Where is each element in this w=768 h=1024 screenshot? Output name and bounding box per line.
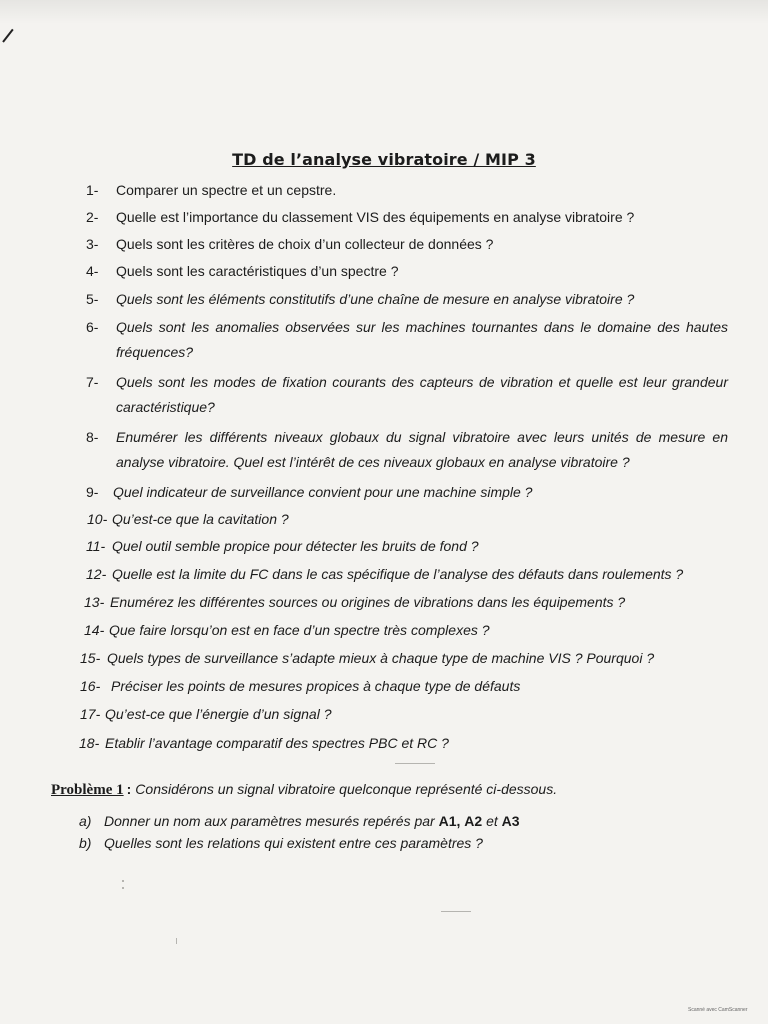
question-text: Enumérer les différents niveaux globaux du signal vibratoire avec leurs unités de mesure en analyse vibratoire. Quel est l’intérêt de ces niveaux globaux en analyse vibratoire ?: [116, 429, 728, 470]
scan-speck: [395, 763, 435, 764]
question-text: Qu’est-ce que la cavitation ?: [112, 511, 289, 527]
probleme-colon: :: [126, 781, 132, 797]
question-text: Qu’est-ce que l’énergie d’un signal ?: [105, 706, 332, 722]
question-text: Quelle est la limite du FC dans le cas spécifique de l’analyse des défauts dans roulements ?: [112, 566, 684, 582]
scan-speck: [441, 911, 471, 912]
probleme-heading: [51, 779, 557, 800]
question-text: Comparer un spectre et un cepstre.: [116, 182, 337, 198]
subquestion-text-before: Donner un nom aux paramètres mesurés repérés par: [104, 813, 435, 829]
question-text: Quel outil semble propice pour détecter les bruits de fond ?: [112, 538, 479, 554]
question-text: Enumérez les différentes sources ou origines de vibrations dans les équipements ?: [110, 594, 626, 610]
param-separator: ,: [456, 813, 461, 829]
question-number: 7-: [86, 374, 99, 390]
subquestion-letter: b): [79, 835, 92, 851]
question-number: 5-: [86, 291, 99, 307]
question-text: Quels sont les caractéristiques d’un spectre ?: [116, 263, 399, 279]
question-number: 10-: [87, 511, 108, 527]
param-a1: A1: [438, 813, 457, 829]
question-number: 3-: [86, 236, 99, 252]
question-number: 13-: [84, 594, 105, 610]
question-text: Quel indicateur de surveillance convient pour une machine simple ?: [113, 484, 533, 500]
subquestion-text: Quelles sont les relations qui existent entre ces paramètres ?: [104, 835, 483, 851]
question-number: 17-: [80, 706, 101, 722]
scan-speck: [176, 938, 177, 944]
question-number: 6-: [86, 319, 99, 335]
question-text: Quels sont les critères de choix d’un collecteur de données ?: [116, 236, 494, 252]
question-number: 18-: [79, 735, 100, 751]
scan-top-edge: [0, 0, 768, 24]
probleme-label: Problème 1: [51, 782, 124, 798]
question-text: Préciser les points de mesures propices à chaque type de défauts: [111, 678, 521, 694]
probleme-intro: Considérons un signal vibratoire quelconque représenté ci-dessous.: [135, 781, 558, 797]
question-text: Etablir l’avantage comparatif des spectres PBC et RC ?: [105, 735, 449, 751]
param-a2: A2: [464, 813, 483, 829]
param-conjunction: et: [486, 813, 498, 829]
document-title: TD de l’analyse vibratoire / MIP 3: [232, 150, 536, 169]
question-text: Quels types de surveillance s’adapte mieux à chaque type de machine VIS ? Pourquoi ?: [107, 650, 655, 666]
scan-speck: [122, 887, 124, 889]
question-text: Quels sont les éléments constitutifs d’une chaîne de mesure en analyse vibratoire ?: [116, 291, 635, 307]
question-number: 11-: [86, 538, 106, 554]
question-number: 8-: [86, 429, 99, 445]
question-number: 2-: [86, 209, 99, 225]
question-number: 9-: [86, 484, 99, 500]
subquestion-text: [104, 811, 520, 831]
subquestion-letter: a): [79, 813, 92, 829]
question-text: Que faire lorsqu’on est en face d’un spectre très complexes ?: [109, 622, 490, 638]
question-number: 16-: [80, 678, 101, 694]
question-text: Quels sont les modes de fixation courants des capteurs de vibration et quelle est leur grandeur caractéristique?: [116, 374, 728, 415]
question-number: 15-: [80, 650, 101, 666]
scan-speck: [122, 880, 124, 882]
question-number: 14-: [84, 622, 105, 638]
question-number: 4-: [86, 263, 99, 279]
question-text: Quels sont les anomalies observées sur les machines tournantes dans le domaine des hautes fréquences?: [116, 319, 728, 360]
scanner-watermark: Scanné avec CamScanner: [688, 1007, 748, 1013]
param-a3: A3: [501, 813, 520, 829]
pen-mark: [2, 29, 13, 43]
question-number: 12-: [86, 566, 107, 582]
question-text: Quelle est l’importance du classement VIS des équipements en analyse vibratoire ?: [116, 209, 635, 225]
question-number: 1-: [86, 182, 99, 198]
